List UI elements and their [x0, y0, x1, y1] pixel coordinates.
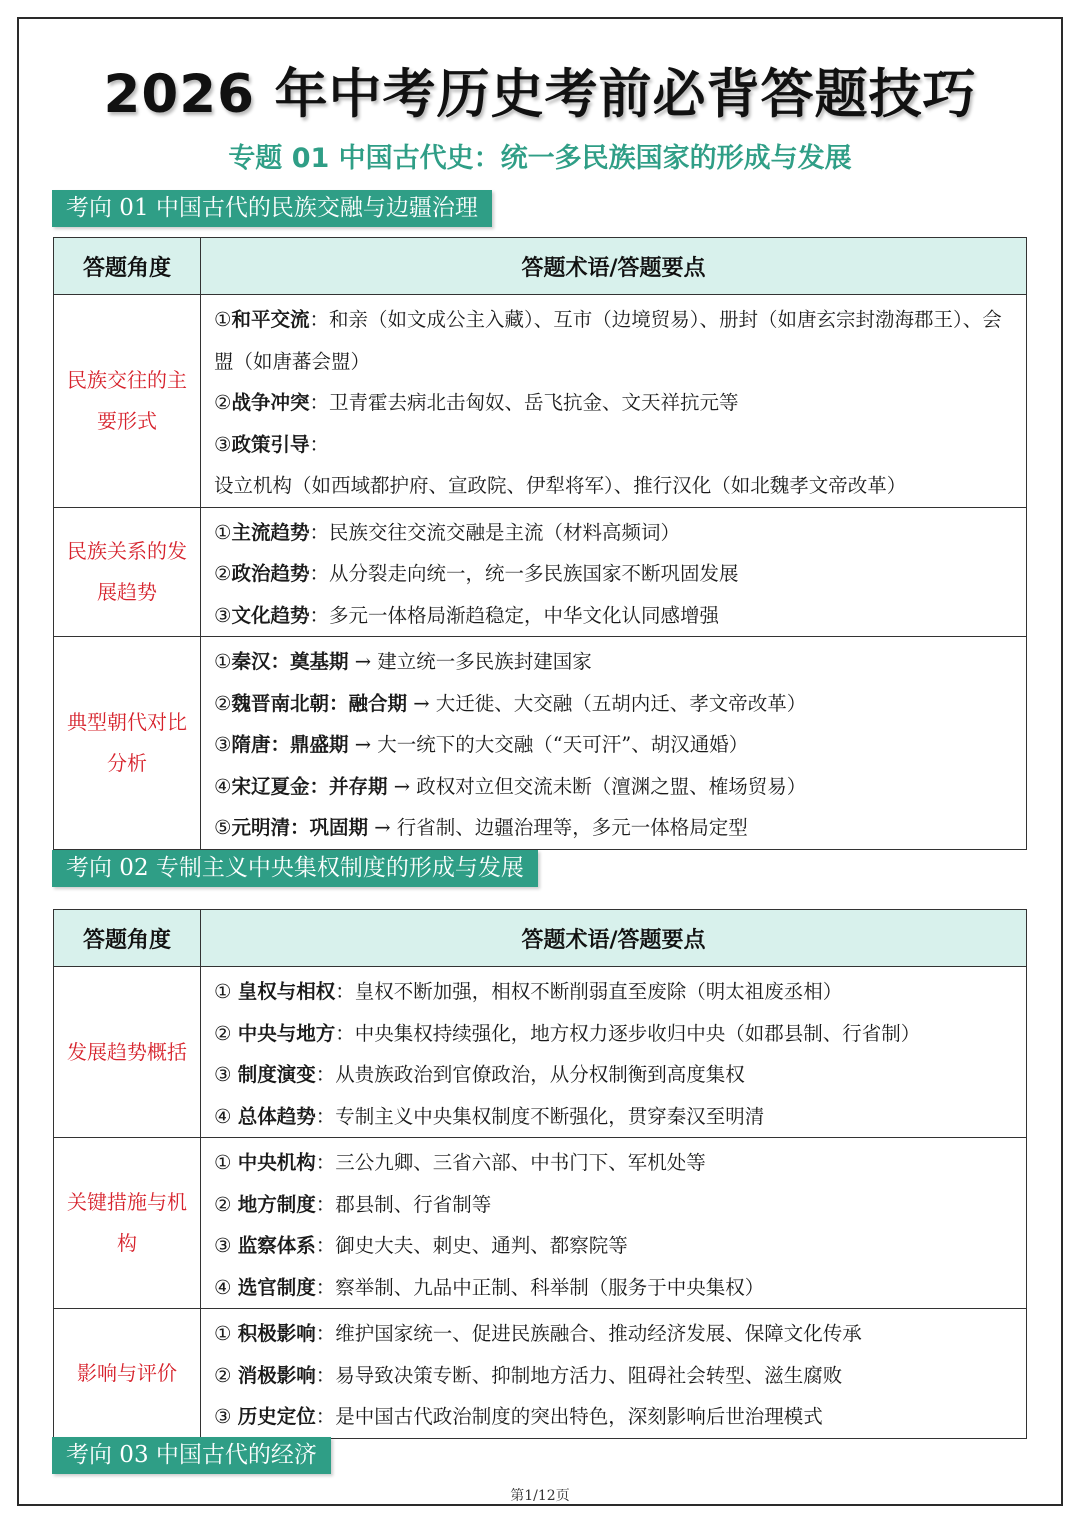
point-keyword: 战争冲突: [231, 391, 310, 414]
point-item: ③隋唐：鼎盛期 → 大一统下的大交融（“天可汗”、胡汉通婚）: [214, 733, 749, 756]
section-heading-02: 考向 02 专制主义中央集权制度的形成与发展: [52, 850, 538, 887]
table-row: [54, 1138, 1027, 1309]
answer-table-02: [53, 909, 1027, 1439]
point-keyword: 总体趋势: [237, 1104, 316, 1128]
point-item: ②战争冲突：卫青霍去病北击匈奴、岳飞抗金、文天祥抗元等: [214, 391, 739, 414]
angle-cell: 关键措施与机构: [54, 1138, 201, 1309]
page-title: 2026 年中考历史考前必背答题技巧: [103, 64, 977, 125]
angle-cell: 民族交往的主要形式: [54, 295, 201, 508]
point-item: ① 皇权与相权：皇权不断加强，相权不断削弱直至废除（明太祖废丞相）: [214, 980, 843, 1003]
table-row: [54, 637, 1027, 850]
points-cell: [201, 1138, 1027, 1309]
point-keyword: 主流趋势: [231, 520, 310, 544]
table-row: [54, 295, 1027, 508]
page-subtitle: 专题 01 中国古代史：统一多民族国家的形成与发展: [228, 143, 852, 174]
table-row: [54, 967, 1027, 1138]
angle-cell: 典型朝代对比分析: [54, 637, 201, 850]
header-angle: 答题角度: [54, 238, 201, 295]
point-keyword: 皇权与相权: [237, 980, 336, 1003]
point-keyword: 元明清：巩固期: [231, 816, 368, 839]
point-item: ② 消极影响：易导致决策专断、抑制地方活力、阻碍社会转型、滋生腐败: [214, 1363, 843, 1387]
point-item: ③ 历史定位：是中国古代政治制度的突出特色，深刻影响后世治理模式: [214, 1405, 823, 1428]
point-item: ②政治趋势：从分裂走向统一，统一多民族国家不断巩固发展: [214, 562, 739, 585]
point-item: ② 中央与地方：中央集权持续强化，地方权力逐步收归中央（如郡县制、行省制）: [214, 1021, 921, 1045]
point-item: ② 地方制度：郡县制、行省制等: [214, 1192, 492, 1216]
point-keyword: 消极影响: [237, 1363, 316, 1387]
page-number: 第1/12页: [510, 1488, 570, 1504]
point-item: ②魏晋南北朝：融合期 → 大迁徙、大交融（五胡内迁、孝文帝改革）: [214, 691, 807, 715]
table-header-row: [54, 910, 1027, 967]
table-header-row: [54, 238, 1027, 295]
point-item: ①和平交流：和亲（如文成公主入藏）、互市（边境贸易）、册封（如唐玄宗封渤海郡王）、会盟（如唐蕃会盟）: [214, 308, 1002, 373]
section-heading-01: 考向 01 中国古代的民族交融与边疆治理: [52, 190, 492, 227]
answer-table-01: [53, 237, 1027, 850]
points-cell: [201, 507, 1027, 637]
point-keyword: 选官制度: [237, 1275, 316, 1299]
point-keyword: 文化趋势: [231, 603, 310, 627]
point-item: ① 积极影响：维护国家统一、促进民族融合、推动经济发展、保障文化传承: [214, 1322, 862, 1345]
angle-cell: 民族关系的发展趋势: [54, 507, 201, 637]
header-angle: 答题角度: [54, 910, 201, 967]
point-item: ⑤元明清：巩固期 → 行省制、边疆治理等，多元一体格局定型: [214, 816, 748, 839]
points-cell: [201, 1309, 1027, 1439]
point-keyword: 宋辽夏金：并存期: [231, 774, 388, 798]
point-item: ①秦汉：奠基期 → 建立统一多民族封建国家: [214, 650, 592, 673]
point-item: ④ 总体趋势：专制主义中央集权制度不断强化，贯穿秦汉至明清: [214, 1104, 765, 1128]
point-item: ③文化趋势：多元一体格局渐趋稳定，中华文化认同感增强: [214, 603, 720, 627]
point-item: ③ 制度演变：从贵族政治到官僚政治，从分权制衡到高度集权: [214, 1063, 745, 1086]
point-keyword: 制度演变: [237, 1063, 316, 1086]
points-cell: [201, 637, 1027, 850]
point-keyword: 积极影响: [237, 1322, 316, 1345]
point-item: ④ 选官制度：察举制、九品中正制、科举制（服务于中央集权）: [214, 1275, 765, 1299]
angle-cell: 发展趋势概括: [54, 967, 201, 1138]
point-item: ①主流趋势：民族交往交流交融是主流（材料高频词）: [214, 520, 681, 544]
point-keyword: 地方制度: [237, 1192, 316, 1216]
table-row: [54, 1309, 1027, 1439]
header-points: 答题术语/答题要点: [201, 910, 1027, 967]
point-keyword: 政策引导: [231, 432, 310, 456]
point-keyword: 秦汉：奠基期: [231, 650, 349, 673]
header-points: 答题术语/答题要点: [201, 238, 1027, 295]
angle-cell: 影响与评价: [54, 1309, 201, 1439]
point-item: ④宋辽夏金：并存期 → 政权对立但交流未断（澶渊之盟、榷场贸易）: [214, 774, 807, 798]
points-cell: [201, 967, 1027, 1138]
point-keyword: 中央机构: [237, 1151, 316, 1174]
point-item: ③ 监察体系：御史大夫、刺史、通判、都察院等: [214, 1234, 628, 1257]
section-heading-03: 考向 03 中国古代的经济: [52, 1437, 331, 1474]
point-item: ③政策引导：设立机构（如西域都护府、宣政院、伊犁将军）、推行汉化（如北魏孝文帝改革）: [214, 432, 907, 497]
point-keyword: 隋唐：鼎盛期: [231, 733, 349, 756]
table-row: [54, 507, 1027, 637]
points-cell: [201, 295, 1027, 508]
point-keyword: 政治趋势: [231, 562, 310, 585]
point-keyword: 魏晋南北朝：融合期: [231, 691, 407, 715]
point-keyword: 和平交流: [231, 308, 310, 331]
point-item: ① 中央机构：三公九卿、三省六部、中书门下、军机处等: [214, 1151, 706, 1174]
point-keyword: 中央与地方: [237, 1021, 336, 1045]
point-keyword: 监察体系: [237, 1234, 316, 1257]
point-keyword: 历史定位: [237, 1405, 316, 1428]
